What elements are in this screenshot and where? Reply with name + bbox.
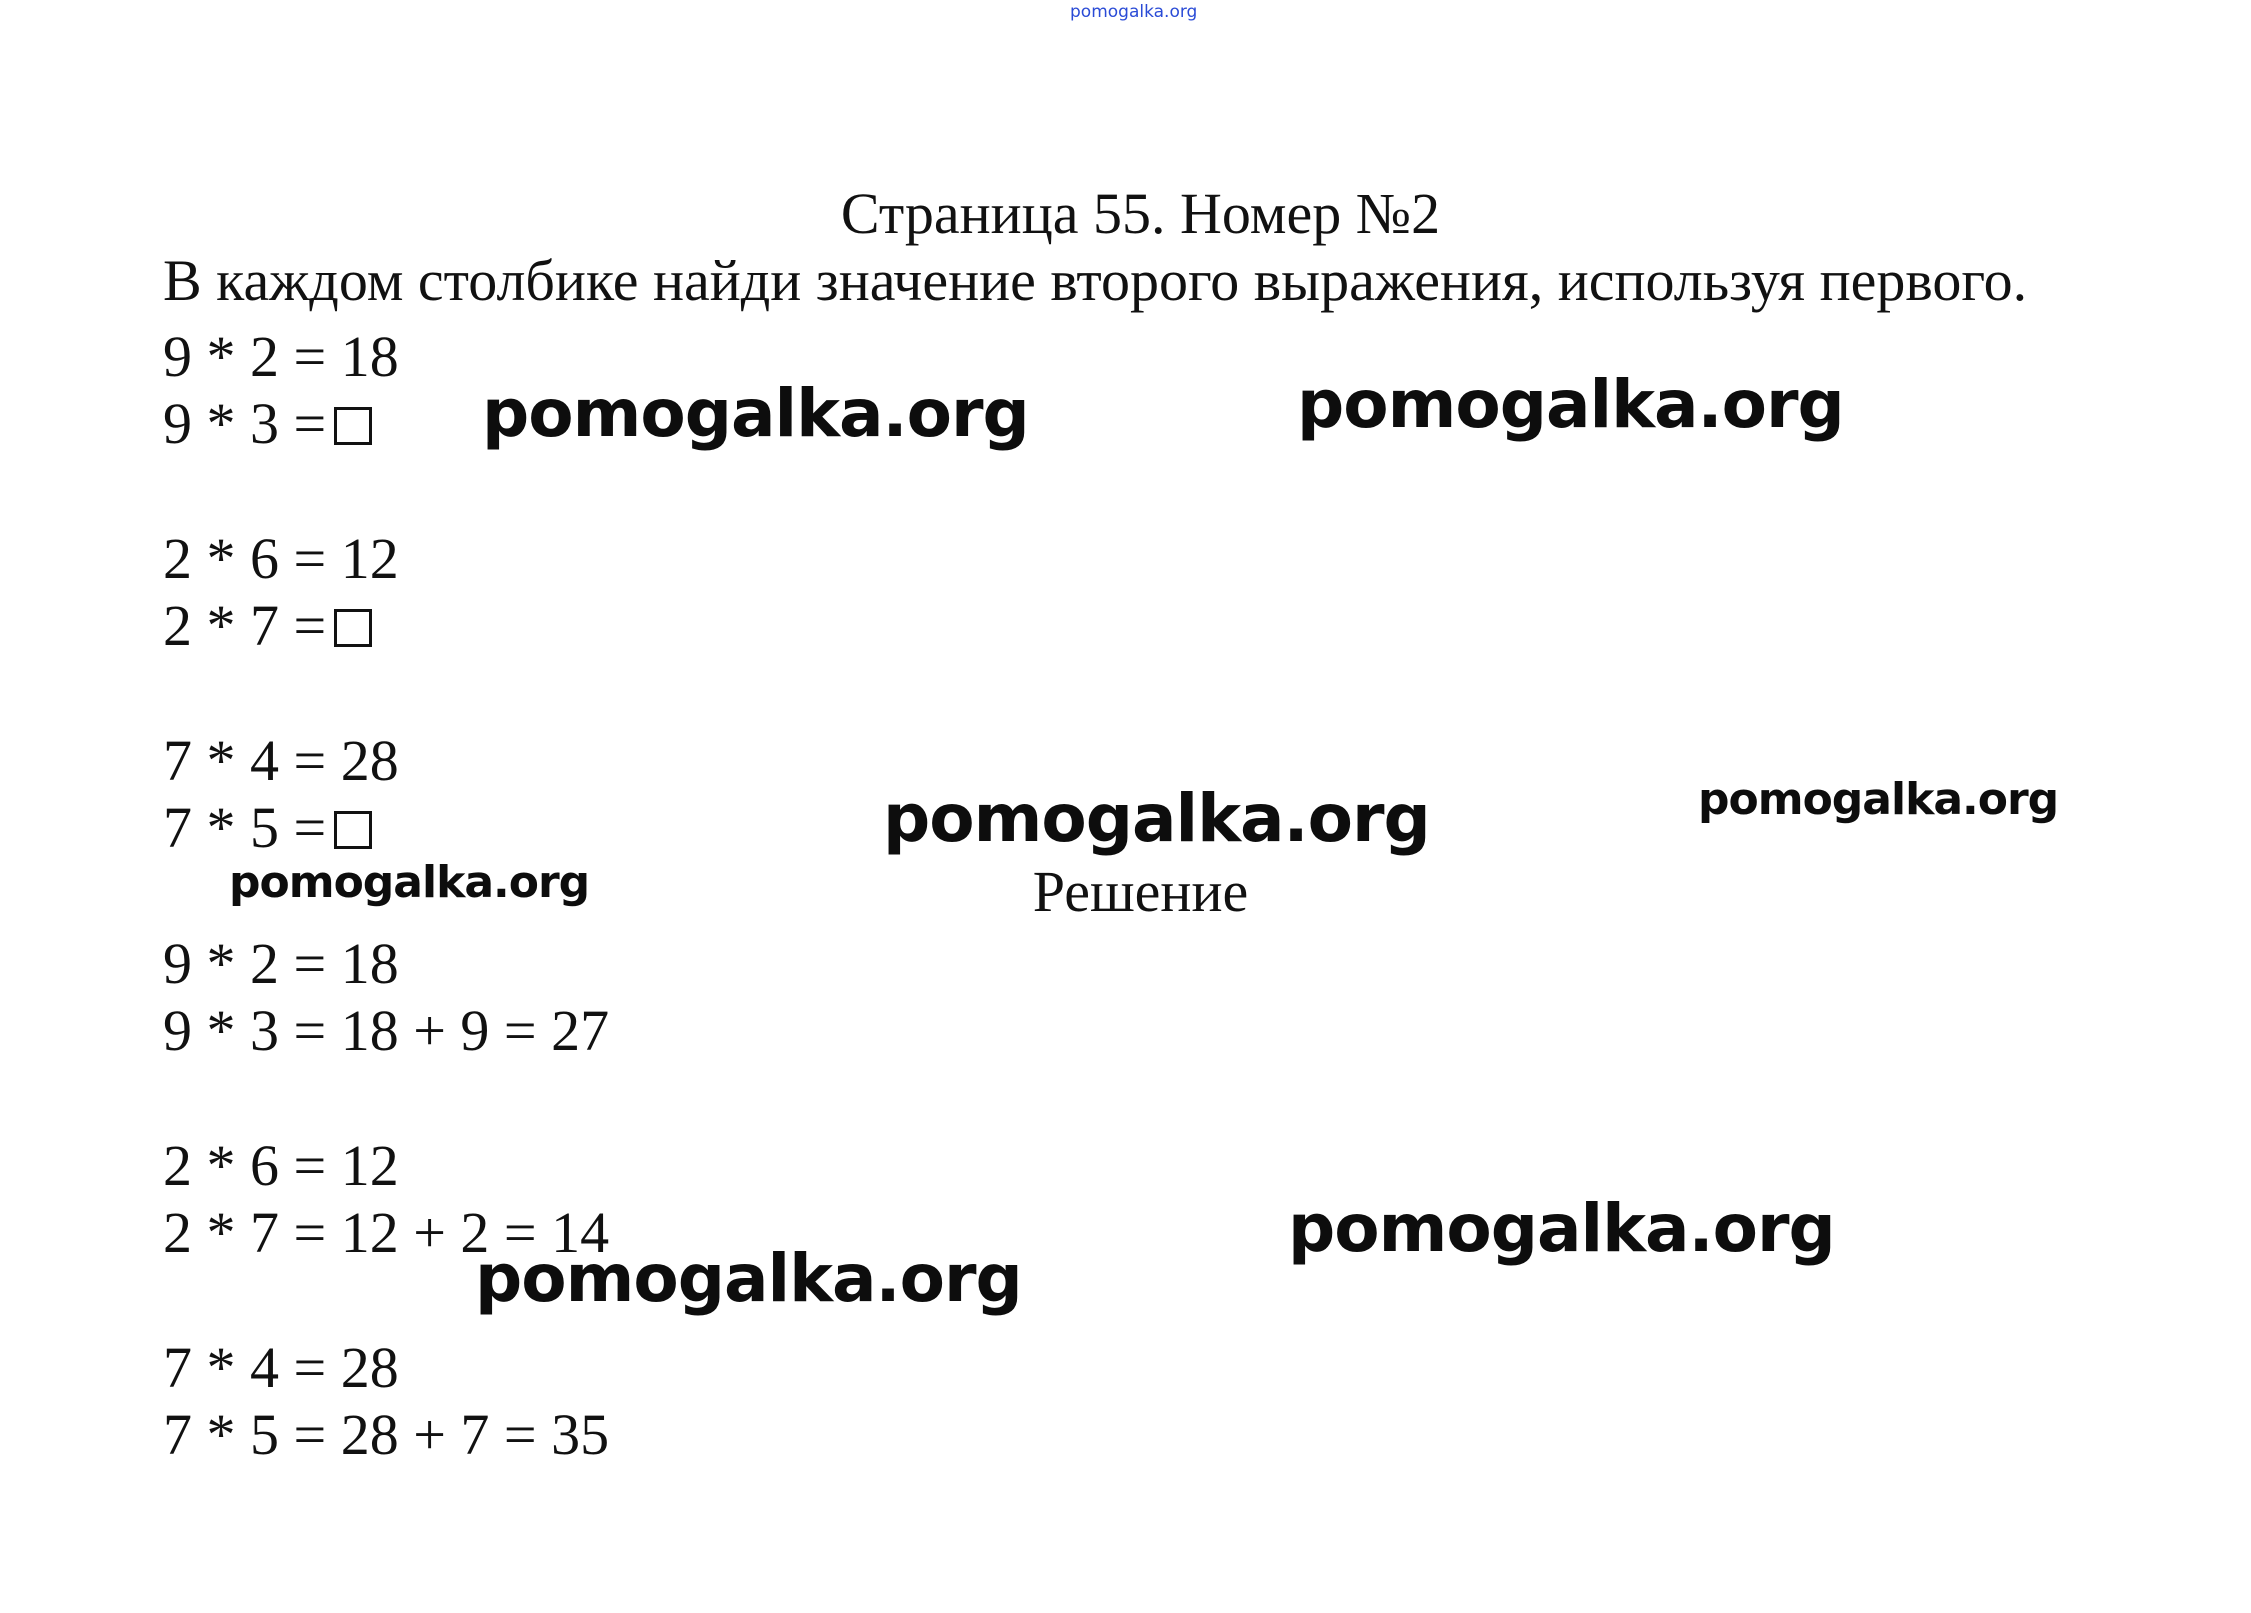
page-title: Страница 55. Номер №2 <box>840 181 1441 246</box>
exercise-1-second <box>163 391 372 456</box>
solution-2-first: 2 * 6 = 12 <box>163 1133 399 1198</box>
watermark: pomogalka.org <box>883 780 1430 857</box>
task-text: В каждом столбике найди значение второго выражения, используя первого. <box>163 248 2028 313</box>
watermark: pomogalka.org <box>1698 774 2059 825</box>
exercise-3-first: 7 * 4 = 28 <box>163 728 399 793</box>
watermark: pomogalka.org <box>1297 366 1844 443</box>
watermark: pomogalka.org <box>482 375 1029 452</box>
answer-box <box>334 609 372 647</box>
exercise-3-second-text: 7 * 5 = <box>163 795 327 860</box>
exercise-1-first: 9 * 2 = 18 <box>163 324 399 389</box>
exercise-1-second-text: 9 * 3 = <box>163 391 327 456</box>
exercise-2-second-text: 2 * 7 = <box>163 593 327 658</box>
answer-box <box>334 811 372 849</box>
solution-1-second: 9 * 3 = 18 + 9 = 27 <box>163 998 610 1063</box>
solution-3-second: 7 * 5 = 28 + 7 = 35 <box>163 1402 610 1467</box>
solution-2-second: 2 * 7 = 12 + 2 = 14 <box>163 1200 610 1265</box>
exercise-3-second <box>163 795 372 860</box>
watermark: pomogalka.org <box>1288 1190 1835 1267</box>
solution-3-first: 7 * 4 = 28 <box>163 1335 399 1400</box>
watermark: pomogalka.org <box>229 857 590 908</box>
exercise-2-second <box>163 593 372 658</box>
watermark: pomogalka.org <box>475 1240 1022 1317</box>
solution-label: Решение <box>1032 859 1249 924</box>
answer-box <box>334 407 372 445</box>
solution-1-first: 9 * 2 = 18 <box>163 931 399 996</box>
watermark-top: pomogalka.org <box>1070 2 1198 22</box>
exercise-2-first: 2 * 6 = 12 <box>163 526 399 591</box>
